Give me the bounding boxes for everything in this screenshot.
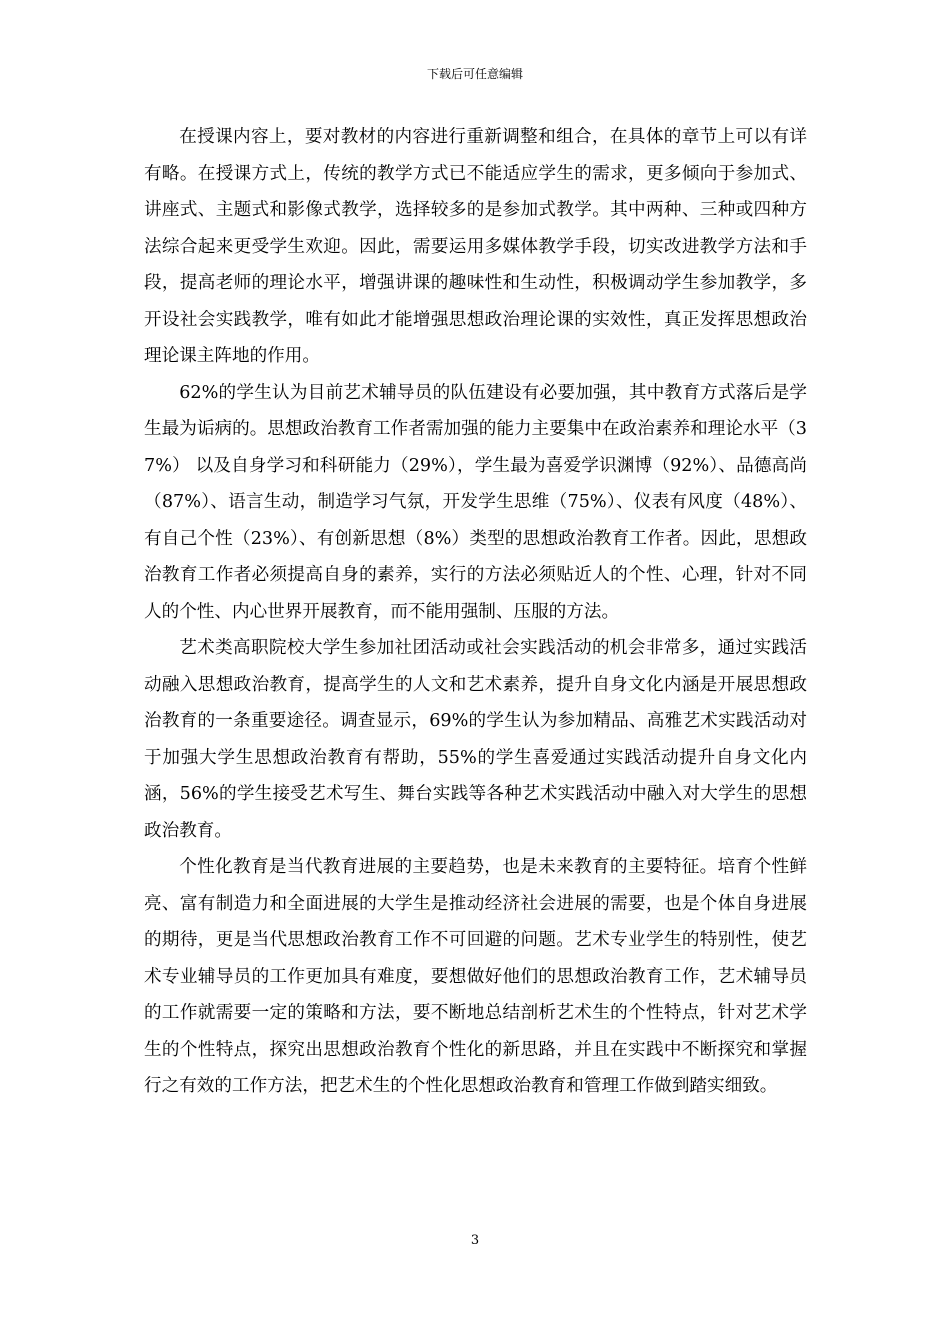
page-footer: [0, 1232, 950, 1250]
document-body: [144, 119, 807, 1105]
page-number: 3: [470, 1233, 480, 1248]
page-header: [0, 66, 950, 82]
header-text: 下载后可任意编辑: [426, 67, 523, 81]
paragraph-personalized-education: 个性化教育是当代教育进展的主要趋势，也是未来教育的主要特征。培育个性鲜亮、富有制造力和全面进展的大学生是推动经济社会进展的需要，也是个体自身进展的期待，更是当代思想政治教育工作不可回避的问题。艺术专业学生的特别性，使艺术专业辅导员的工作更加具有难度，要想做好他们的思想政治教育工作，艺术辅导员的工作就需要一定的策略和方法，要不断地总结剖析艺术生的个性特点，针对艺术学生的个性特点，探究出思想政治教育个性化的新思路，并且在实践中不断探究和掌握行之有效的工作方法，把艺术生的个性化思想政治教育和管理工作做到踏实细致。: [144, 857, 807, 1096]
paragraph-counselor-team: 62%的学生认为目前艺术辅导员的队伍建设有必要加强，其中教育方式落后是学生最为诟病的。思想政治教育工作者需加强的能力主要集中在政治素养和理论水平（37%） 以及自身学习和科研能力（29%），学生最为喜爱学识渊博（92%）、品德高尚（87%）、语言生动，制造学习气氛，开发学生思维（75%）、仪表有风度（48%）、有自己个性（23%）、有创新思想（8%）类型的思想政治教育工作者。因此，思想政治教育工作者必须提高自身的素养，实行的方法必须贴近人的个性、心理，针对不同人的个性、内心世界开展教育，而不能用强制、压服的方法。: [144, 382, 807, 622]
paragraph-practice-activities: 艺术类高职院校大学生参加社团活动或社会实践活动的机会非常多，通过实践活动融入思想政治教育，提高学生的人文和艺术素养，提升自身文化内涵是开展思想政治教育的一条重要途径。调查显示，69%的学生认为参加精品、高雅艺术实践活动对于加强大学生思想政治教育有帮助，55%的学生喜爱通过实践活动提升自身文化内涵，56%的学生接受艺术写生、舞台实践等各种艺术实践活动中融入对大学生的思想政治教育。: [144, 638, 807, 841]
paragraph-teaching-content: 在授课内容上，要对教材的内容进行重新调整和组合，在具体的章节上可以有详有略。在授课方式上，传统的教学方式已不能适应学生的需求，更多倾向于参加式、讲座式、主题式和影像式教学，选择较多的是参加式教学。其中两种、三种或四种方法综合起来更受学生欢迎。因此，需要运用多媒体教学手段，切实改进教学方法和手段，提高老师的理论水平，增强讲课的趣味性和生动性，积极调动学生参加教学，多开设社会实践教学，唯有如此才能增强思想政治理论课的实效性，真正发挥思想政治理论课主阵地的作用。: [144, 127, 807, 366]
